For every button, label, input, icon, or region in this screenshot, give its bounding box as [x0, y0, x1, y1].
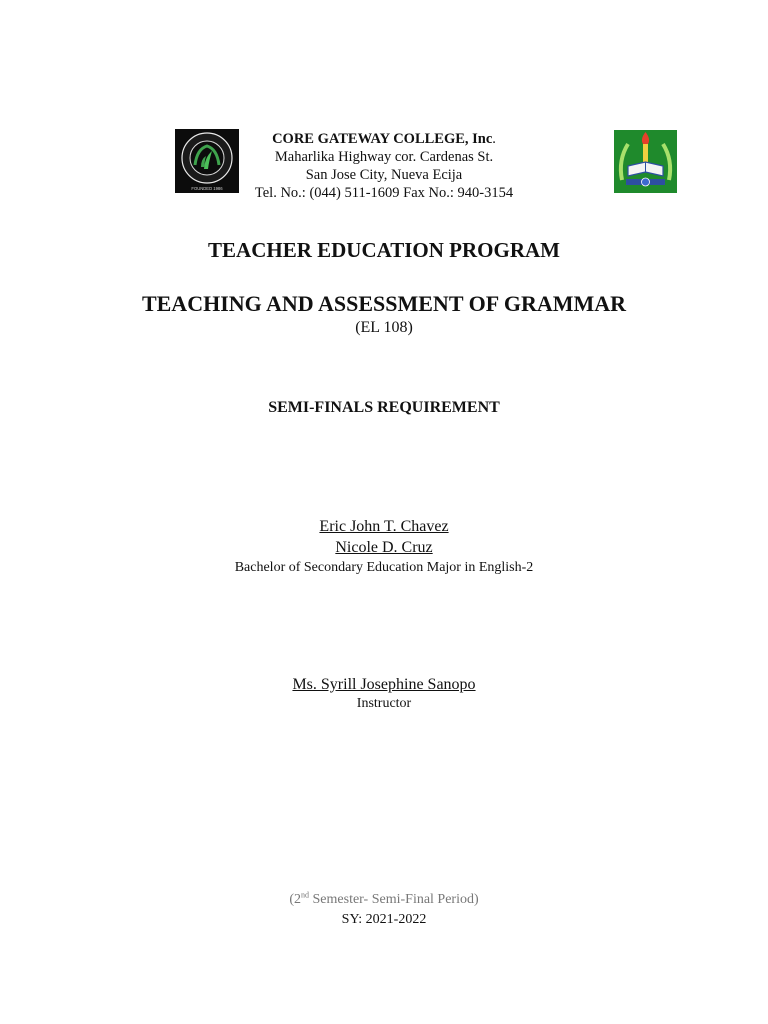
requirement-title: SEMI-FINALS REQUIREMENT: [268, 399, 500, 416]
semester-period: [0, 892, 768, 908]
degree-program: Bachelor of Secondary Education Major in English-2: [234, 560, 534, 575]
college-logo-right: [614, 130, 677, 193]
instructor-name: Ms. Syrill Josephine Sanopo: [292, 676, 476, 693]
period-rest: Semester- Semi-Final Period): [309, 892, 479, 907]
student-name-1: Eric John T. Chavez: [319, 518, 449, 535]
period-superscript: nd: [301, 890, 310, 900]
course-code: (EL 108): [355, 319, 413, 336]
college-name-suffix: .: [492, 131, 496, 147]
address-line-2: San Jose City, Nueva Ecija: [305, 167, 463, 183]
instructor-role: Instructor: [356, 696, 412, 711]
address-line-1: Maharlika Highway cor. Cardenas St.: [274, 149, 494, 165]
period-open: (2: [289, 892, 302, 907]
course-title: TEACHING AND ASSESSMENT OF GRAMMAR: [141, 291, 627, 316]
founded-text: FOUNDED 1986: [191, 186, 223, 191]
school-year: SY: 2021-2022: [341, 912, 427, 927]
contact-line: Tel. No.: (044) 511-1609 Fax No.: 940-3154: [254, 185, 514, 201]
program-title: TEACHER EDUCATION PROGRAM: [208, 238, 560, 262]
student-name-2: Nicole D. Cruz: [335, 539, 433, 556]
college-name-text: CORE GATEWAY COLLEGE, Inc: [272, 131, 493, 147]
torch-and-book-seal-icon: [614, 130, 677, 193]
